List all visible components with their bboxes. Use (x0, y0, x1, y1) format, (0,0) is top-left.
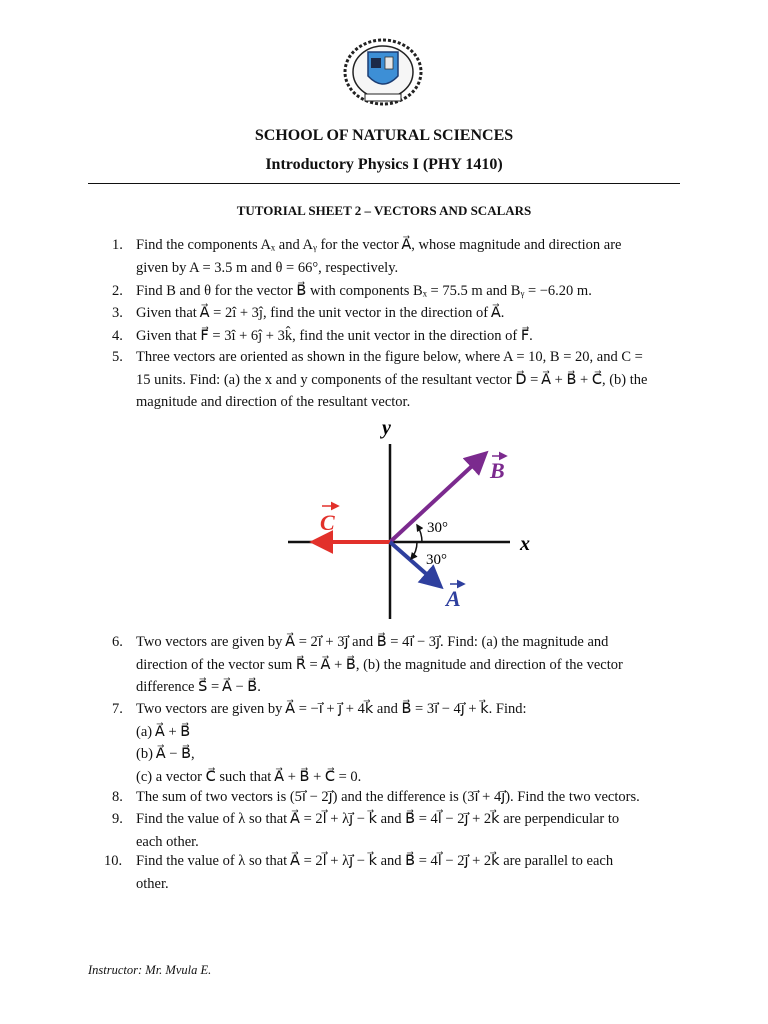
question-6 (112, 631, 672, 699)
question-number: 10. (104, 853, 123, 869)
question-number: 4. (112, 328, 123, 344)
question-3 (112, 302, 672, 325)
question-number: 6. (112, 634, 123, 650)
course-title: Introductory Physics I (PHY 1410) (265, 156, 503, 173)
question-line: Two vectors are given by A⃗ = −i⃗ + j⃗ + 4k⃗ and B⃗ = 3i⃗ − 4j⃗ + k⃗. Find: (136, 701, 527, 717)
question-line: other. (136, 875, 169, 892)
question-number: 3. (112, 305, 123, 321)
question-line: (c) a vector C⃗ such that A⃗ + B⃗ + C⃗ = 0. (136, 768, 362, 785)
question-number: 8. (112, 789, 123, 805)
question-line: difference S⃗ = A⃗ − B⃗. (136, 679, 261, 695)
angle-upper-label: 30° (427, 520, 448, 536)
question-line: given by A = 3.5 m and θ = 66°, respectively. (136, 259, 399, 276)
question-line: Find B and θ for the vector B⃗ with components Bₓ = 75.5 m and Bᵧ = −6.20 m. (136, 283, 592, 299)
instructor-footer: Instructor: Mr. Mvula E. (88, 963, 212, 977)
angle-lower-label: 30° (426, 552, 447, 568)
question-line: Two vectors are given by A⃗ = 2i⃗ + 3j⃗ and B⃗ = 4i⃗ − 3j⃗. Find: (a) the magnitude and (136, 634, 609, 650)
question-7 (112, 698, 672, 788)
question-1 (112, 234, 672, 279)
angle-arc-upper (417, 525, 422, 542)
angle-arc-lower (411, 542, 417, 559)
question-line: Find the value of λ so that A⃗ = 2l⃗ + λj⃗ − k⃗ and B⃗ = 4l⃗ − 2j⃗ + 2k⃗ are perpendicular to (136, 811, 620, 827)
question-line: Given that F⃗ = 3î + 6ĵ + 3k̂, find the unit vector in the direction of F⃗. (136, 328, 533, 344)
question-2 (112, 280, 672, 303)
school-name: SCHOOL OF NATURAL SCIENCES (254, 127, 514, 144)
question-line: magnitude and direction of the resultant vector. (136, 394, 411, 410)
question-line: Given that A⃗ = 2î + 3ĵ, find the unit vector in the direction of A⃗. (136, 305, 505, 321)
question-number: 1. (112, 237, 123, 253)
question-line: (b) A⃗ − B⃗, (136, 746, 195, 762)
question-line: each other. (136, 833, 199, 850)
question-line: (a) A⃗ + B⃗ (136, 723, 191, 740)
question-line: The sum of two vectors is (5i⃗ − 2j⃗) and the difference is (3i⃗ + 4j⃗). Find the two vectors. (136, 789, 640, 805)
sheet-title: TUTORIAL SHEET 2 – VECTORS AND SCALARS (236, 203, 532, 218)
vector-a-label: A (446, 586, 461, 611)
question-number: 9. (112, 811, 123, 827)
vector-diagram (270, 414, 550, 624)
question-line: 15 units. Find: (a) the x and y components of the resultant vector D⃗ = A⃗ + B⃗ + C⃗, (b) the (136, 371, 648, 388)
x-axis-label: x (520, 533, 530, 555)
question-line: direction of the vector sum R⃗ = A⃗ + B⃗, (b) the magnitude and direction of the vector (136, 656, 623, 673)
question-5 (112, 346, 672, 414)
question-number: 7. (112, 701, 123, 717)
question-number: 2. (112, 283, 123, 299)
question-8 (112, 786, 672, 809)
question-10 (104, 850, 672, 895)
vector-c-label: C (320, 510, 335, 535)
question-line: Three vectors are oriented as shown in the figure below, where A = 10, B = 20, and C = (136, 349, 643, 365)
question-number: 5. (112, 349, 123, 365)
question-4 (112, 325, 672, 348)
question-line: Find the value of λ so that A⃗ = 2l⃗ + λj⃗ − k⃗ and B⃗ = 4l⃗ − 2j⃗ + 2k⃗ are parallel to each (136, 853, 614, 869)
question-9 (112, 808, 672, 853)
question-line: Find the components Aₓ and Aᵧ for the vector A⃗, whose magnitude and direction are (136, 237, 622, 253)
vector-b-label: B (490, 458, 505, 483)
header-divider (88, 183, 680, 184)
y-axis-label: y (382, 417, 391, 439)
university-crest-logo (340, 38, 426, 110)
